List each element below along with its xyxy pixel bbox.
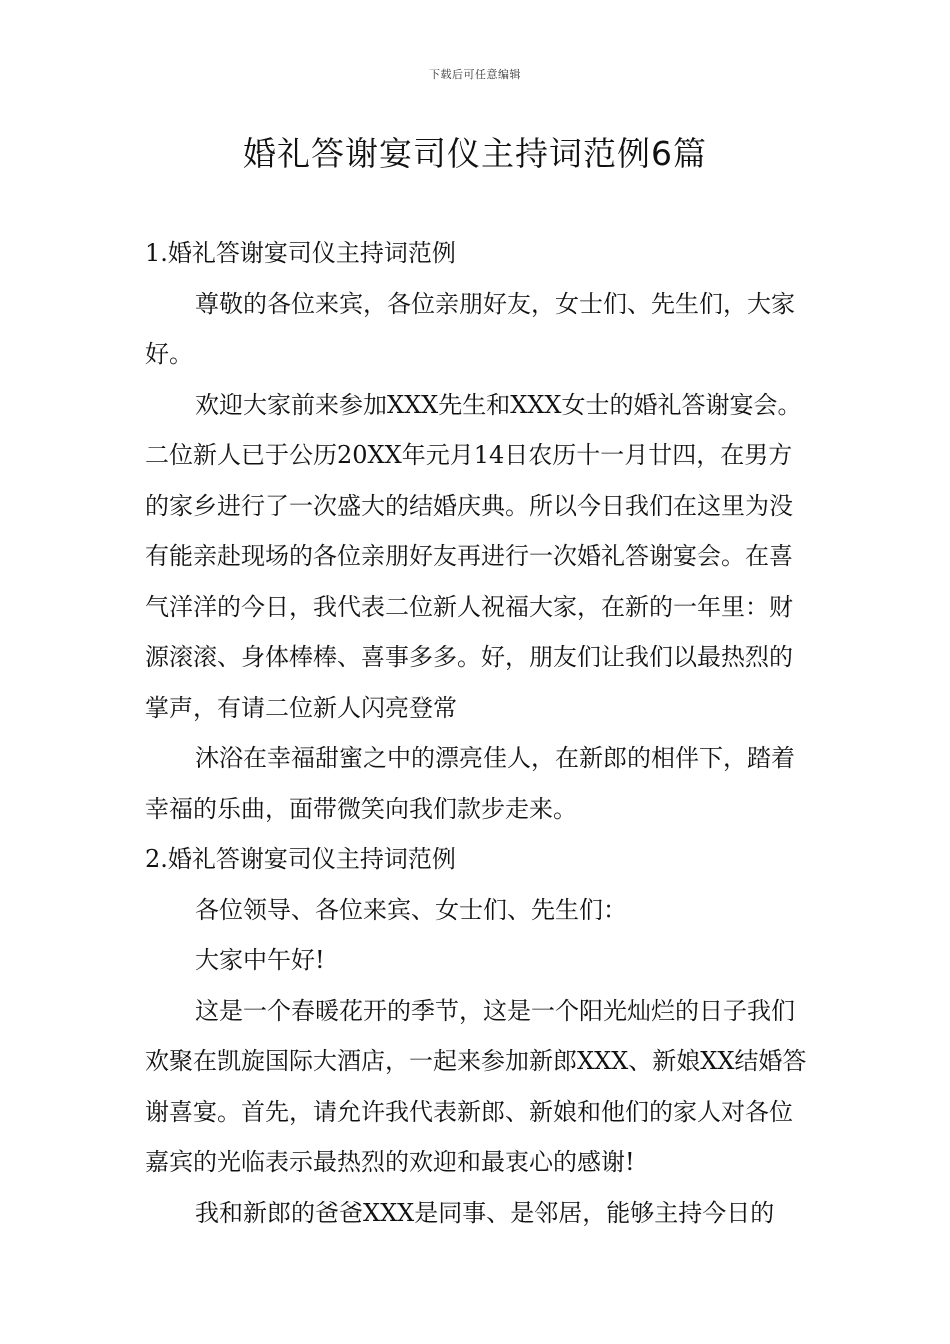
paragraph: 这是一个春暖花开的季节，这是一个阳光灿烂的日子我们欢聚在凯旋国际大酒店，一起来参加新郎XXX、新娘XX结婚答谢喜宴。首先，请允许我代表新郎、新娘和他们的家人对各位嘉宾的光临表示最热烈的欢迎和最衷心的感谢! bbox=[145, 996, 807, 1176]
header-note: 下载后可任意编辑 bbox=[429, 68, 521, 81]
paragraph: 欢迎大家前来参加XXX先生和XXX女士的婚礼答谢宴会。二位新人已于公历20XX年元月14日农历十一月廿四，在男方的家乡进行了一次盛大的结婚庆典。所以今日我们在这里为没有能亲赴现场的各位亲朋好友再进行一次婚礼答谢宴会。在喜气洋洋的今日，我代表二位新人祝福大家，在新的一年里：财源滚滚、身体棒棒、喜事多多。好，朋友们让我们以最热烈的掌声，有请二位新人闪亮登常 bbox=[145, 390, 802, 722]
section-heading-1: 1.婚礼答谢宴司仪主持词范例 bbox=[145, 239, 456, 267]
document-title: 婚礼答谢宴司仪主持词范例6篇 bbox=[243, 134, 707, 173]
paragraph: 我和新郎的爸爸XXX是同事、是邻居，能够主持今日的 bbox=[195, 1198, 775, 1227]
section-heading-2: 2.婚礼答谢宴司仪主持词范例 bbox=[145, 845, 456, 873]
paragraph: 各位领导、各位来宾、女士们、先生们： bbox=[195, 895, 627, 924]
document-body bbox=[145, 228, 815, 1238]
paragraph: 尊敬的各位来宾，各位亲朋好友，女士们、先生们，大家好。 bbox=[145, 289, 795, 368]
paragraph: 大家中午好! bbox=[195, 946, 325, 974]
paragraph: 沐浴在幸福甜蜜之中的漂亮佳人，在新郎的相伴下，踏着幸福的乐曲，面带微笑向我们款步走来。 bbox=[145, 744, 795, 823]
